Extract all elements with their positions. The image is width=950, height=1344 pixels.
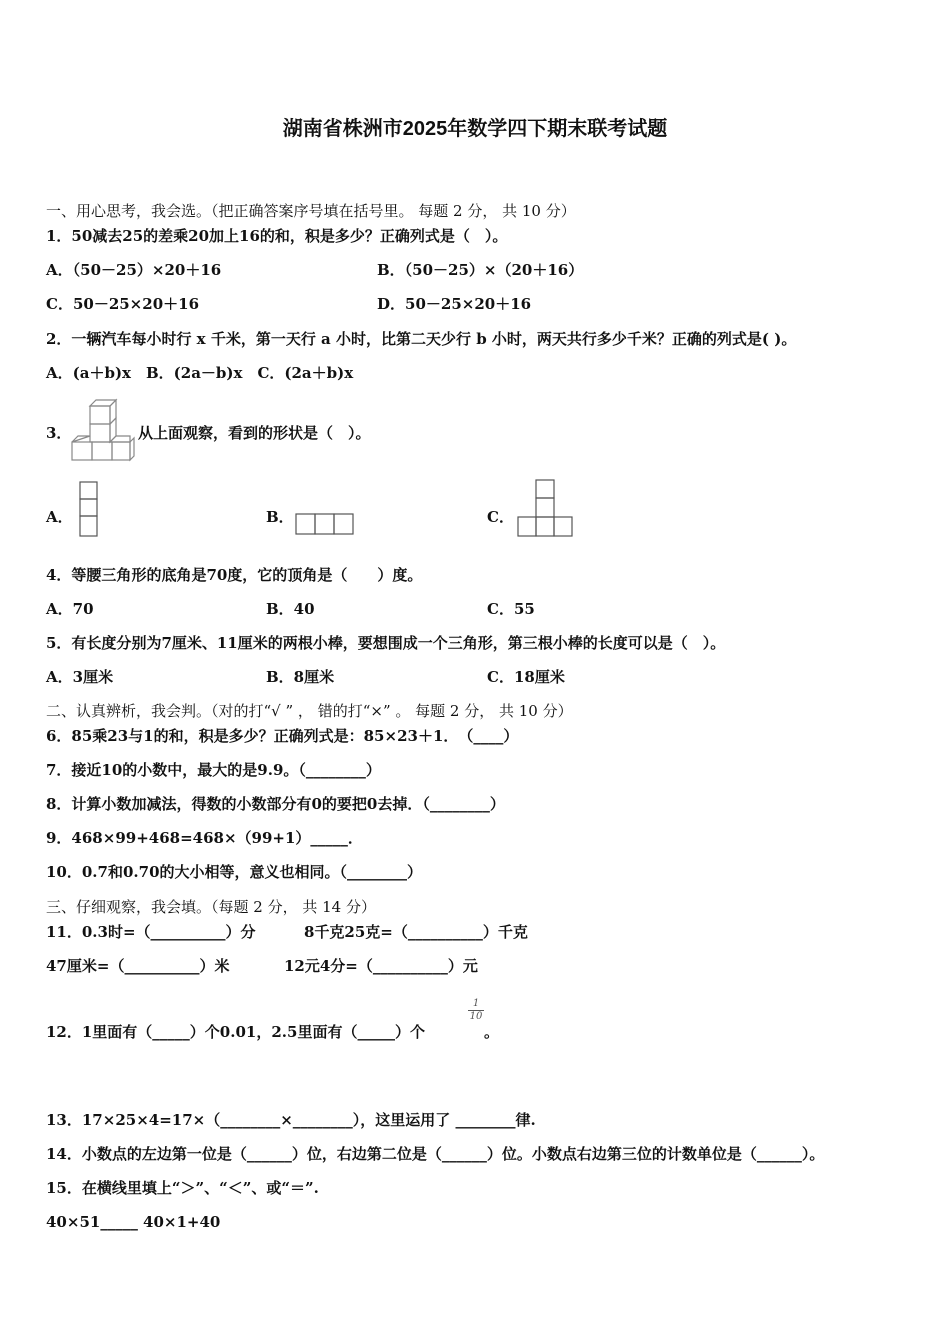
- question-2-stem: 2．一辆汽车每小时行 x 千米，第一天行 a 小时，比第二天少行 b 小时，两天共行多少千米？正确的列式是( )。: [46, 330, 797, 348]
- fraction-denominator: 10: [469, 1011, 483, 1022]
- question-4-stem: 4．等腰三角形的底角是70度，它的顶角是（ ）度。: [46, 566, 423, 584]
- question-12-end: 。: [484, 1023, 500, 1041]
- question-5-option-a: A．3厘米: [46, 668, 114, 686]
- question-15-expression: 40×51_____ 40×1+40: [46, 1213, 221, 1231]
- question-4-option-c: C．55: [487, 600, 535, 618]
- question-5-stem: 5．有长度分别为7厘米、11厘米的两根小棒，要想围成一个三角形，第三根小棒的长度可以是（ ）。: [46, 634, 726, 652]
- question-10: 10．0.7和0.70的大小相等，意义也相同。（________）: [46, 863, 423, 881]
- question-11-part-c: 47厘米=（__________）米: [46, 957, 230, 975]
- section-2-heading: 二、认真辨析，我会判。（对的打“√ ” ， 错的打“×” 。 每题 2 分， 共 10 分）: [46, 702, 573, 720]
- option-b-view-shape: [294, 512, 356, 538]
- section-1-heading: 一、用心思考，我会选。（把正确答案序号填在括号里。 每题 2 分， 共 10 分）: [46, 202, 576, 220]
- question-3-stem: 从上面观察，看到的形状是（ ）。: [138, 424, 371, 442]
- question-2-options: A．(a＋b)x B．(2a－b)x C．(2a＋b)x: [46, 364, 354, 382]
- question-11-part-a: 11．0.3时=（__________）分: [46, 923, 256, 941]
- section-3-heading: 三、仔细观察，我会填。（每题 2 分， 共 14 分）: [46, 898, 376, 916]
- fraction-one-tenth: [468, 999, 484, 1022]
- question-3-number: 3．: [46, 424, 72, 442]
- question-4-option-b: B．40: [266, 600, 315, 618]
- question-1-option-a: A．（50－25）×20＋16: [46, 261, 222, 279]
- question-1-stem: 1．50减去25的差乘20加上16的和，积是多少？正确列式是（ ）。: [46, 227, 508, 245]
- page-title: 湖南省株洲市2025年数学四下期末联考试题: [282, 118, 668, 140]
- question-9: 9．468×99+468=468×（99+1）_____．: [46, 829, 363, 847]
- question-13: 13．17×25×4=17×（________×________），这里运用了 ________律.: [46, 1111, 536, 1129]
- question-3-option-b: B．: [266, 508, 294, 526]
- question-3-option-c: C．: [487, 508, 514, 526]
- question-6: 6．85乘23与1的和，积是多少？正确列式是：85×23＋1． （____）: [46, 727, 519, 745]
- option-c-view-shape: [516, 478, 576, 540]
- question-8: 8．计算小数加减法，得数的小数部分有0的要把0去掉．（________）: [46, 795, 505, 813]
- question-11-part-b: 8千克25克=（__________）千克: [304, 923, 528, 941]
- question-3-3d-figure: [70, 398, 136, 464]
- question-3-option-a: A．: [46, 508, 73, 526]
- question-11-part-d: 12元4分=（__________）元: [284, 957, 478, 975]
- question-14: 14．小数点的左边第一位是（______）位，右边第二位是（______）位。小数点右边第三位的计数单位是（______）。: [46, 1145, 825, 1163]
- question-4-option-a: A．70: [46, 600, 94, 618]
- question-1-option-b: B．（50－25）×（20＋16）: [377, 261, 584, 279]
- question-5-option-b: B．8厘米: [266, 668, 335, 686]
- question-5-option-c: C．18厘米: [487, 668, 565, 686]
- fraction-numerator: 1: [472, 998, 480, 1009]
- question-1-option-d: D．50－25×20＋16: [377, 295, 532, 313]
- question-15-stem: 15．在横线里填上“＞”、“＜”、或“＝”.: [46, 1179, 319, 1197]
- question-7: 7．接近10的小数中，最大的是9.9。（________）: [46, 761, 381, 779]
- question-12: 12．1里面有（_____）个0.01，2.5里面有（_____）个: [46, 1023, 425, 1041]
- question-1-option-c: C．50－25×20＋16: [46, 295, 200, 313]
- option-a-view-shape: [78, 480, 100, 540]
